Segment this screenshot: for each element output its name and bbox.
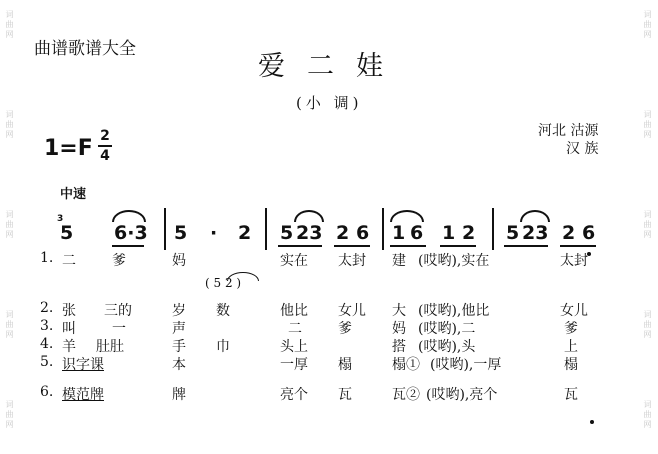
- slur: [520, 210, 550, 222]
- time-signature: [98, 128, 112, 164]
- note: 23: [296, 222, 323, 244]
- slur: [112, 210, 146, 222]
- note: 2: [562, 222, 576, 244]
- key-signature: 1=F: [44, 136, 93, 161]
- watermark-right-4: 词曲网: [643, 310, 652, 340]
- underline-beam: [112, 245, 144, 247]
- underline-beam: [560, 245, 596, 247]
- slur: [227, 272, 259, 281]
- barline: [382, 208, 384, 250]
- meter-top: 2: [100, 128, 110, 144]
- song-title: 爱二娃: [258, 51, 405, 82]
- tempo-marking: 中速: [60, 187, 87, 202]
- origin-region: 河北 沽源: [538, 123, 599, 139]
- note: 6: [356, 222, 370, 244]
- site-name: 曲谱歌谱大全: [34, 39, 136, 59]
- note: 23: [522, 222, 549, 244]
- note: 2: [462, 222, 476, 244]
- meter-bottom: 4: [100, 148, 110, 164]
- grace-note: 3: [57, 214, 64, 224]
- watermark-right-5: 词曲网: [643, 400, 652, 430]
- underline-beam: [278, 245, 322, 247]
- lyric-line-3: 3. 叫 一 声 二 爹 妈 (哎哟),二 爹: [40, 318, 578, 337]
- lyric-line-6: 6. 模范牌 牌 亮个 瓦 瓦② (哎哟),亮个 瓦: [40, 384, 578, 403]
- song-origin: [538, 122, 598, 158]
- note: 2: [238, 222, 252, 244]
- note: 5: [506, 222, 520, 244]
- underline-beam: [334, 245, 370, 247]
- underline-beam: [440, 245, 476, 247]
- underline-beam: [390, 245, 426, 247]
- watermark-left-2: 词曲网: [5, 110, 14, 140]
- note: 3 5: [57, 214, 74, 244]
- lyric-line-5: 5. 识字课 本 一厚 榻 榻① (哎哟),一厚 榻: [40, 354, 578, 373]
- underline-beam: [504, 245, 548, 247]
- watermark-right-1: 词曲网: [643, 10, 652, 40]
- note: 6: [582, 222, 596, 244]
- end-mark: [590, 420, 594, 424]
- note: 1: [442, 222, 456, 244]
- barline: [164, 208, 166, 250]
- watermark-right-2: 词曲网: [643, 110, 652, 140]
- watermark-left-5: 词曲网: [5, 400, 14, 430]
- alternate-notes: ( 5 2 ): [205, 276, 241, 290]
- note: 1: [392, 222, 406, 244]
- watermark-left-1: 词曲网: [5, 10, 14, 40]
- watermark-left-3: 词曲网: [5, 210, 14, 240]
- notation-line: [57, 214, 620, 252]
- watermark-right-3: 词曲网: [643, 210, 652, 240]
- watermark-left-4: 词曲网: [5, 310, 14, 340]
- lyric-line-2: 2. 张 三的 岁 数 他比 女儿 大 (哎哟),他比 女儿: [40, 300, 588, 319]
- note: 6: [410, 222, 424, 244]
- lyric-line-1: 1. 二 爹 妈 实在 太封 建 (哎哟),实在 太封: [40, 250, 588, 269]
- note: 6·3: [114, 222, 148, 244]
- origin-ethnicity: 汉 族: [566, 141, 599, 157]
- barline: [265, 208, 267, 250]
- meter-line: [98, 145, 112, 147]
- note: 5: [174, 222, 188, 244]
- lyric-line-4: 4. 羊 肚肚 手 巾 头上 搭 (哎哟),头 上: [40, 336, 578, 355]
- barline: [492, 208, 494, 250]
- slur: [294, 210, 324, 222]
- note: 2: [336, 222, 350, 244]
- note-dot: ·: [210, 222, 218, 244]
- note: 5: [280, 222, 294, 244]
- slur: [390, 210, 424, 222]
- song-subtitle: (小 调): [296, 94, 363, 112]
